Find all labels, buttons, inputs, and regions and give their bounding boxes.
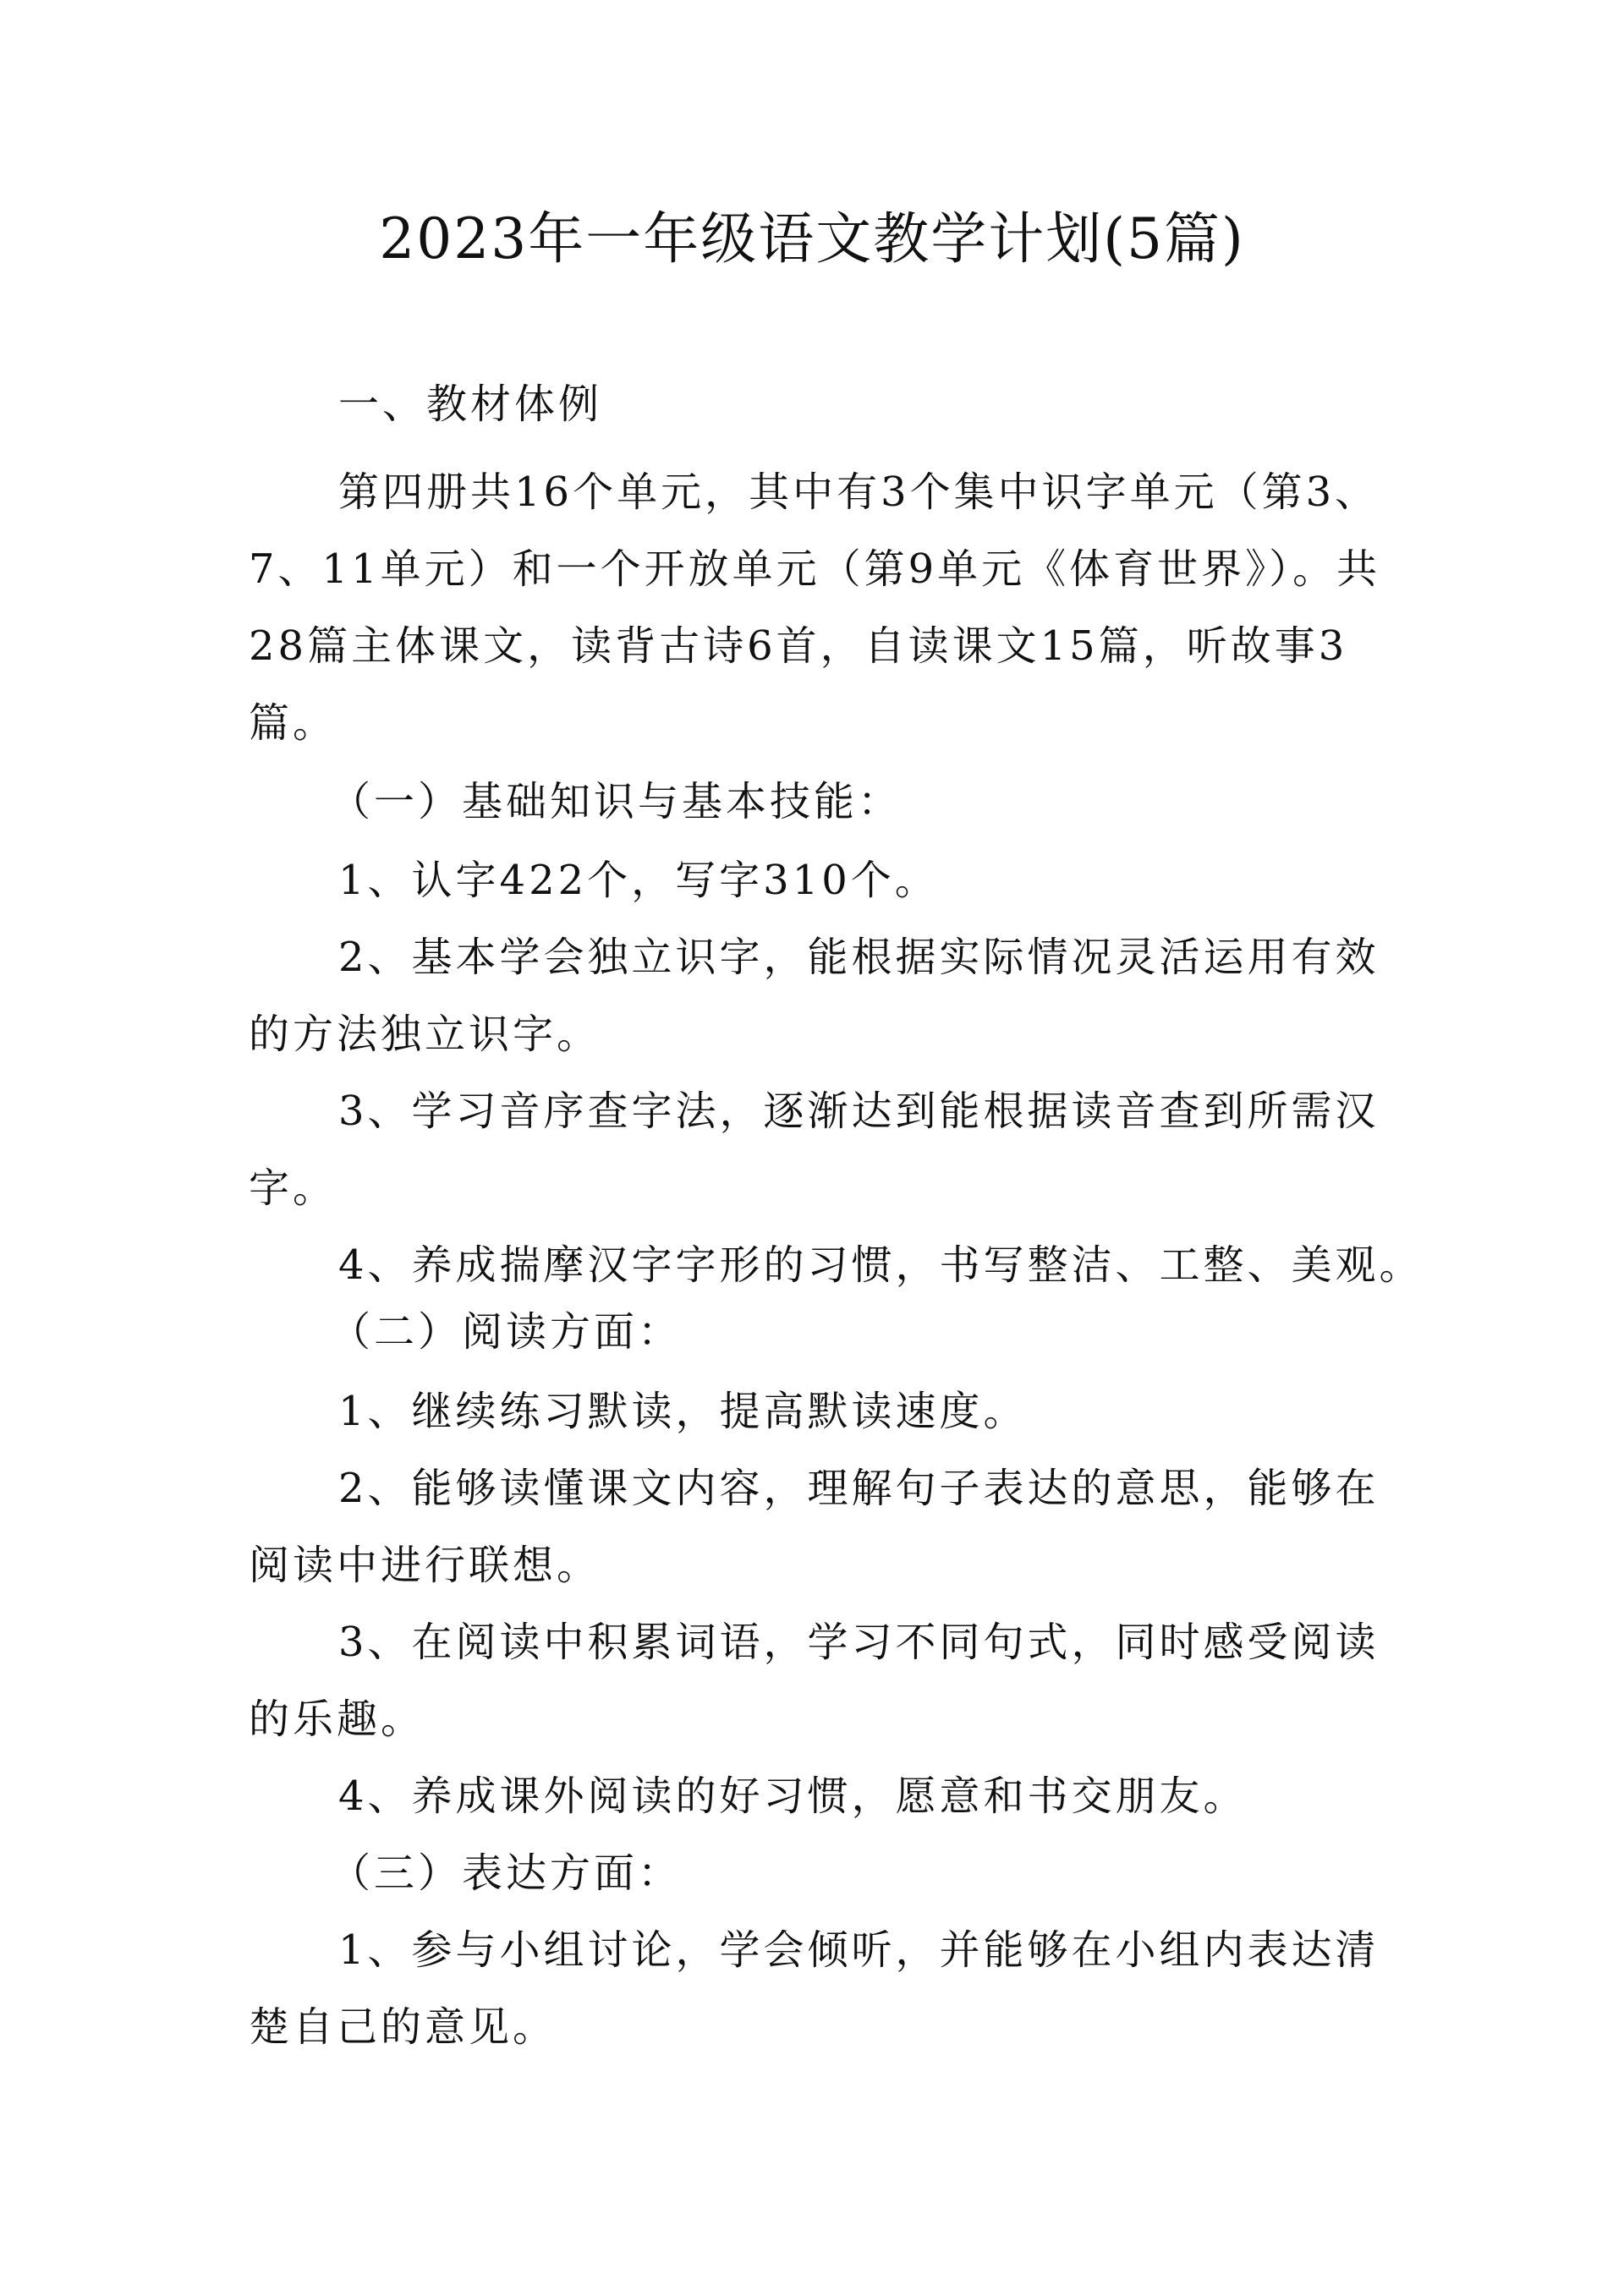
list-item-continuation: 的方法独立识字。: [249, 1011, 601, 1058]
list-item: 1、继续练习默读，提高默读速度。: [338, 1388, 1028, 1435]
list-item: 2、基本学会独立识字，能根据实际情况灵活运用有效: [338, 934, 1380, 981]
list-item: 3、在阅读中积累词语，学习不同句式，同时感受阅读: [338, 1619, 1380, 1666]
subsection-heading-expression: （三）表达方面：: [330, 1849, 683, 1897]
list-item: 3、学习音序查字法，逐渐达到能根据读音查到所需汉: [338, 1088, 1380, 1135]
paragraph-line: 第四册共16个单元，其中有3个集中识字单元（第3、: [338, 469, 1380, 516]
subsection-heading-reading: （二）阅读方面：: [330, 1308, 683, 1356]
list-item: 1、认字422个，写字310个。: [338, 857, 939, 904]
list-item-continuation: 阅读中进行联想。: [249, 1542, 601, 1589]
document-title: 2023年一年级语文教学计划(5篇): [379, 206, 1245, 271]
section-heading-textbook-structure: 一、教材体例: [338, 381, 603, 428]
paragraph-line: 篇。: [249, 699, 337, 747]
paragraph-line: 28篇主体课文，读背古诗6首，自读课文15篇，听故事3: [249, 622, 1348, 670]
list-item-continuation: 字。: [249, 1164, 337, 1212]
list-item: 4、养成揣摩汉字字形的习惯，书写整洁、工整、美观。: [338, 1241, 1424, 1289]
paragraph-line: 7、11单元）和一个开放单元（第9单元《体育世界》）。共: [249, 545, 1381, 593]
subsection-heading-basics: （一）基础知识与基本技能：: [330, 778, 903, 825]
list-item: 4、养成课外阅读的好习惯，愿意和书交朋友。: [338, 1773, 1248, 1820]
list-item: 2、能够读懂课文内容，理解句子表达的意思，能够在: [338, 1465, 1380, 1512]
list-item-continuation: 楚自己的意见。: [249, 2003, 557, 2051]
list-item: 1、参与小组讨论，学会倾听，并能够在小组内表达清: [338, 1926, 1380, 1974]
list-item-continuation: 的乐趣。: [249, 1696, 425, 1743]
